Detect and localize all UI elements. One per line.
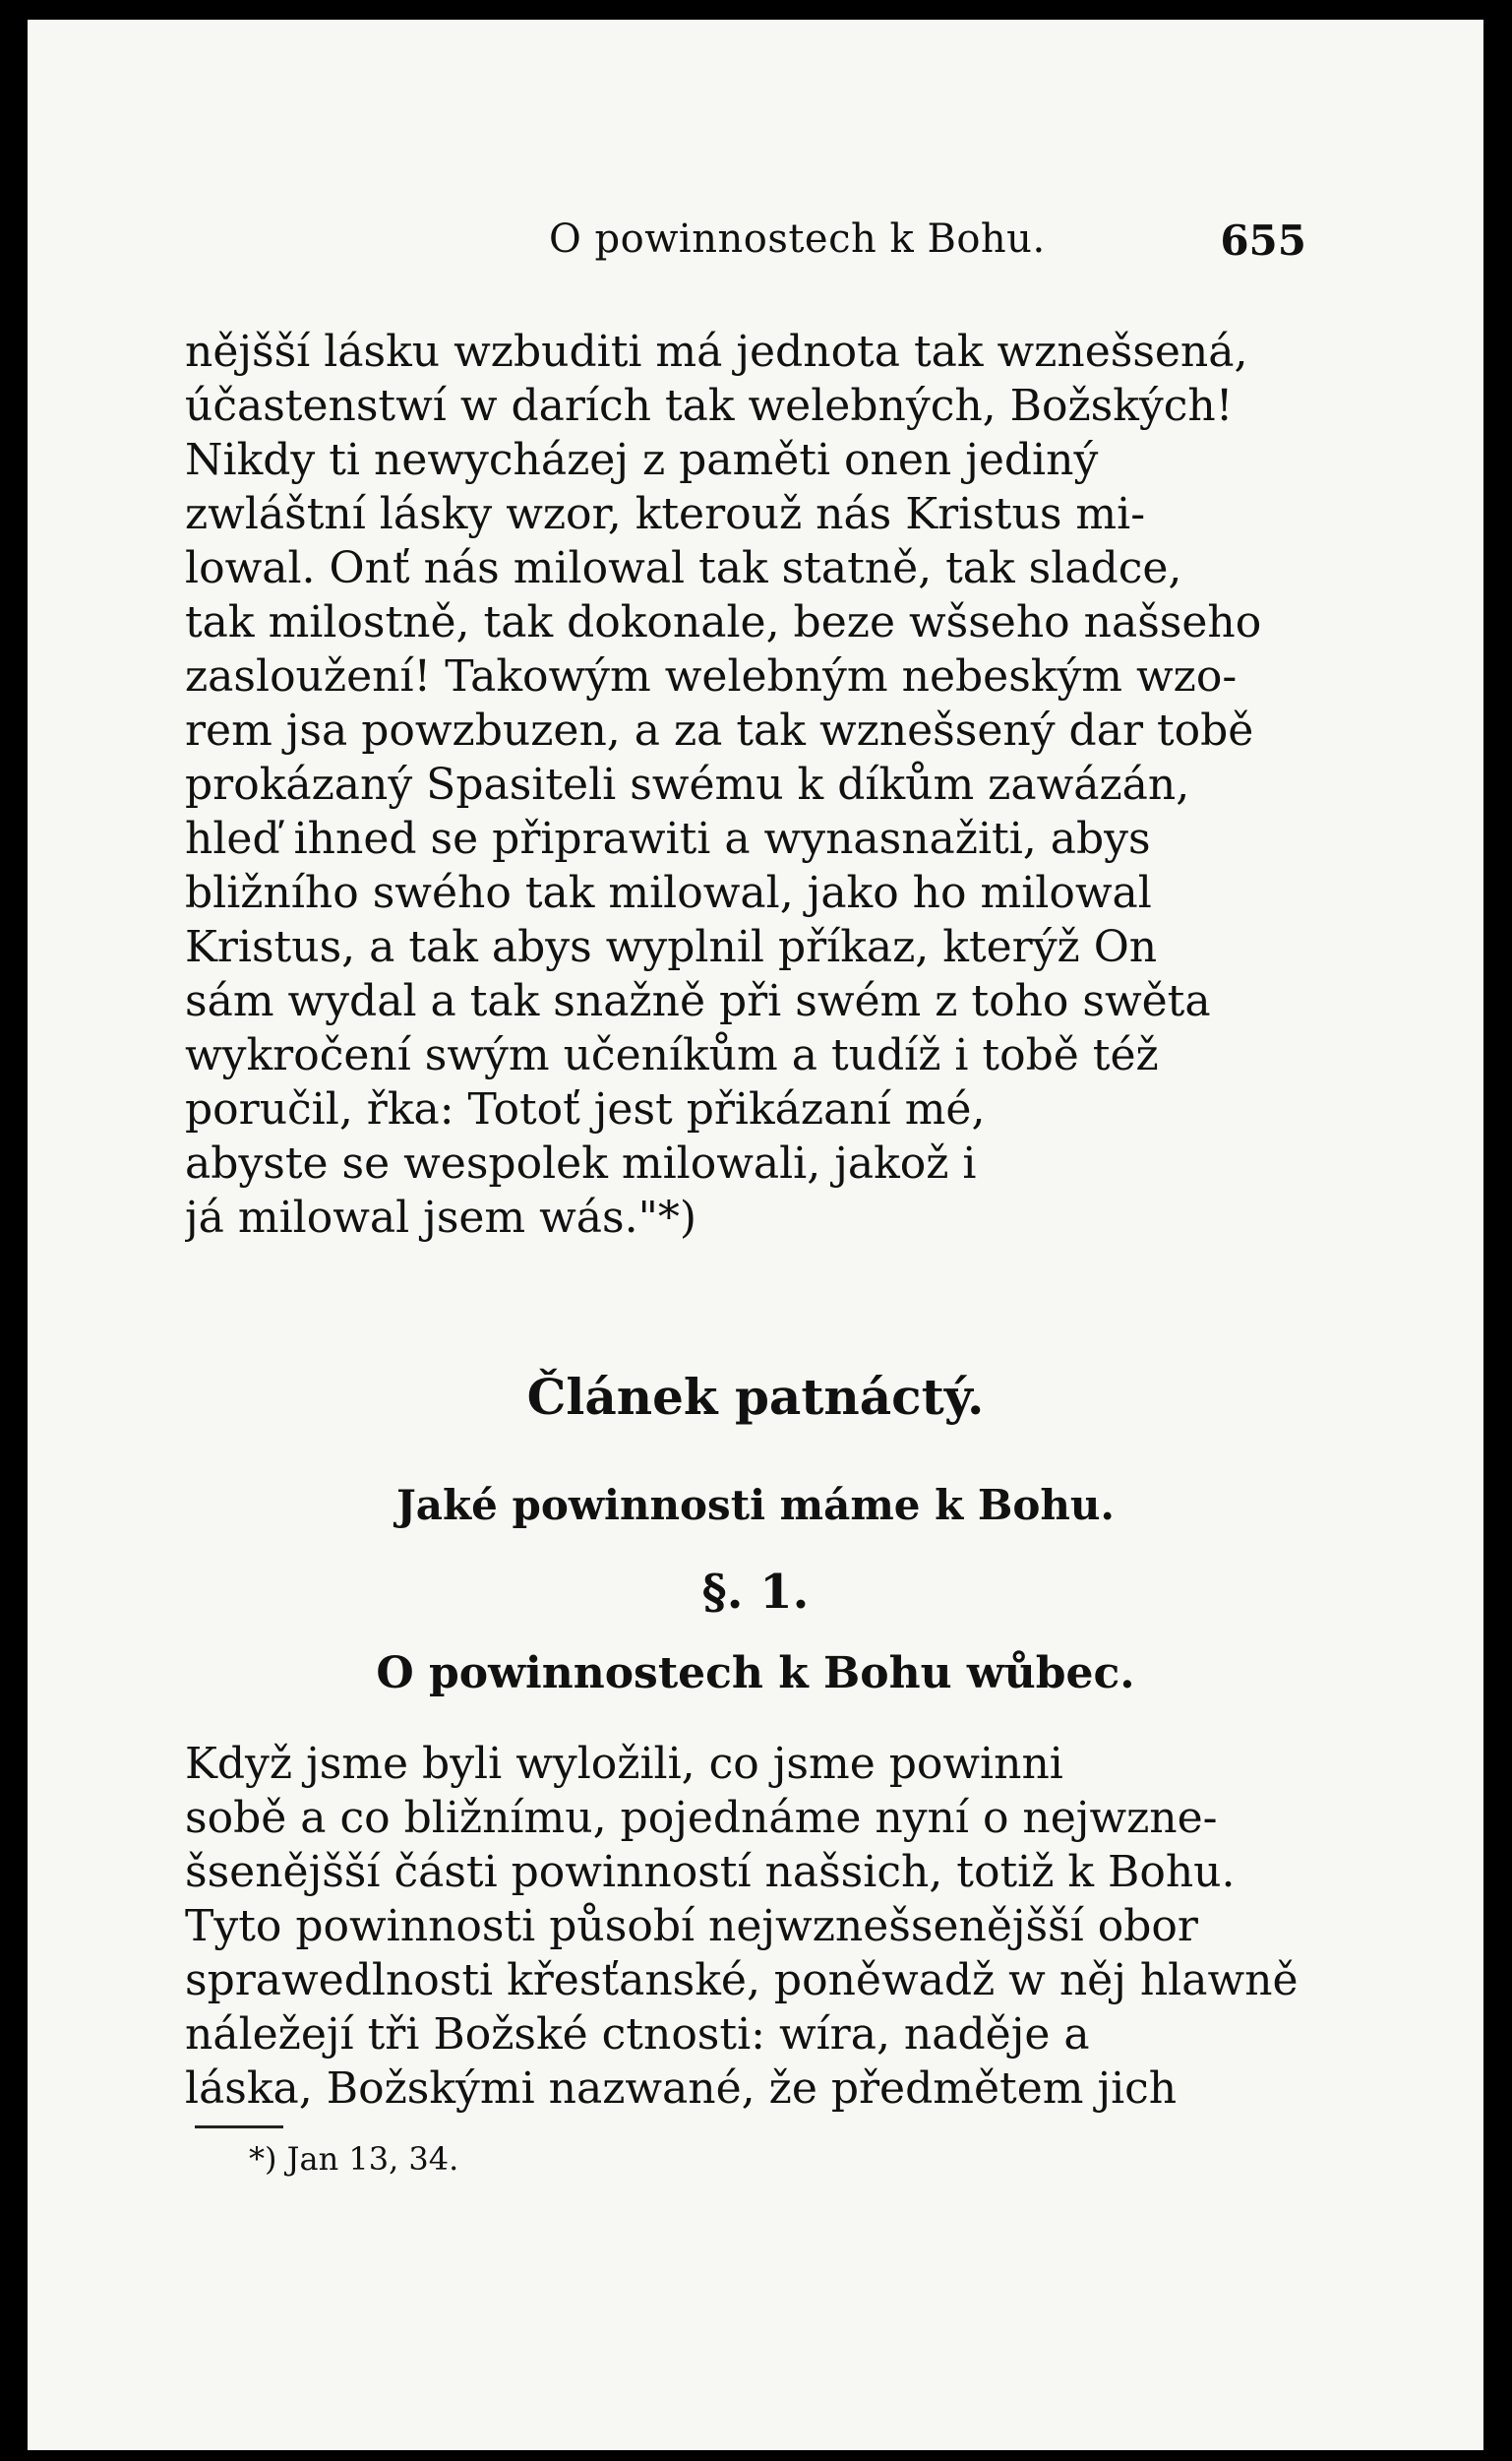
text-line: náležejí tři Božské ctnosti: wíra, naděje a — [185, 2009, 1090, 2060]
footnote-rule — [195, 2125, 283, 2128]
text-line: láska, Božskými nazwané, že předmětem jich — [185, 2063, 1178, 2114]
body-paragraph-2 — [185, 1737, 1316, 2116]
text-line: tak milostně, tak dokonale, beze wšseho našseho — [185, 597, 1262, 647]
running-title: O powinnostech k Bohu. — [549, 216, 1046, 262]
text-line: nějšší lásku wzbuditi má jednota tak wznešsená, — [185, 327, 1248, 377]
article-subheading: Jaké powinnosti máme k Bohu. — [395, 1481, 1116, 1529]
text-line: bližního swého tak milowal, jako ho milowal — [185, 868, 1152, 918]
page-header — [214, 216, 1306, 276]
text-line: wykročení swým učeníkům a tudíž i tobě též — [185, 1030, 1159, 1080]
text-line: zasloužení! Takowým welebným nebeským wzo- — [185, 651, 1238, 702]
text-line: rem jsa powzbuzen, a za tak wznešsený dar tobě — [185, 706, 1254, 756]
text-line: Tyto powinnosti působí nejwznešsenějšší obor — [185, 1901, 1198, 1951]
text-line: účastenstwí w darích tak welebných, Božských! — [185, 381, 1234, 431]
text-line: sobě a co bližnímu, pojednáme nyní o nejwzne- — [185, 1793, 1218, 1843]
text-line: Když jsme byli wyložili, co jsme powinni — [185, 1739, 1063, 1789]
section-number: §. 1. — [701, 1565, 810, 1620]
text-line: abyste se wespolek milowali, jakož i — [185, 1138, 977, 1189]
text-line: poručil, řka: Totoť jest přikázaní mé, — [185, 1084, 986, 1135]
section-title: O powinnostech k Bohu wůbec. — [376, 1648, 1135, 1698]
article-heading: Článek patnáctý. — [526, 1368, 985, 1426]
text-line: šsenějšší části powinností našsich, totiž k Bohu. — [185, 1847, 1236, 1897]
page-number: 655 — [1220, 216, 1306, 265]
text-line: sprawedlnosti křesťanské, poněwadž w něj hlawně — [185, 1955, 1299, 2005]
footnote: *) Jan 13, 34. — [249, 2140, 459, 2178]
text-line: Kristus, a tak abys wyplnil příkaz, kterýž On — [185, 922, 1158, 972]
text-line: sám wydal a tak snažně při swém z toho swěta — [185, 976, 1211, 1026]
text-line: zwláštní lásky wzor, kterouž nás Kristus mi- — [185, 489, 1146, 539]
text-line: prokázaný Spasiteli swému k díkům zawázán, — [185, 760, 1190, 810]
text-line: lowal. Onť nás milowal tak statně, tak sladce, — [185, 543, 1182, 593]
book-page — [28, 20, 1483, 2450]
text-line: já milowal jsem wás."*) — [185, 1193, 697, 1243]
text-line: Nikdy ti newycházej z paměti onen jediný — [185, 435, 1099, 485]
body-paragraph-1 — [185, 325, 1316, 1245]
text-line: hleď ihned se připrawiti a wynasnažiti, abys — [185, 814, 1151, 864]
